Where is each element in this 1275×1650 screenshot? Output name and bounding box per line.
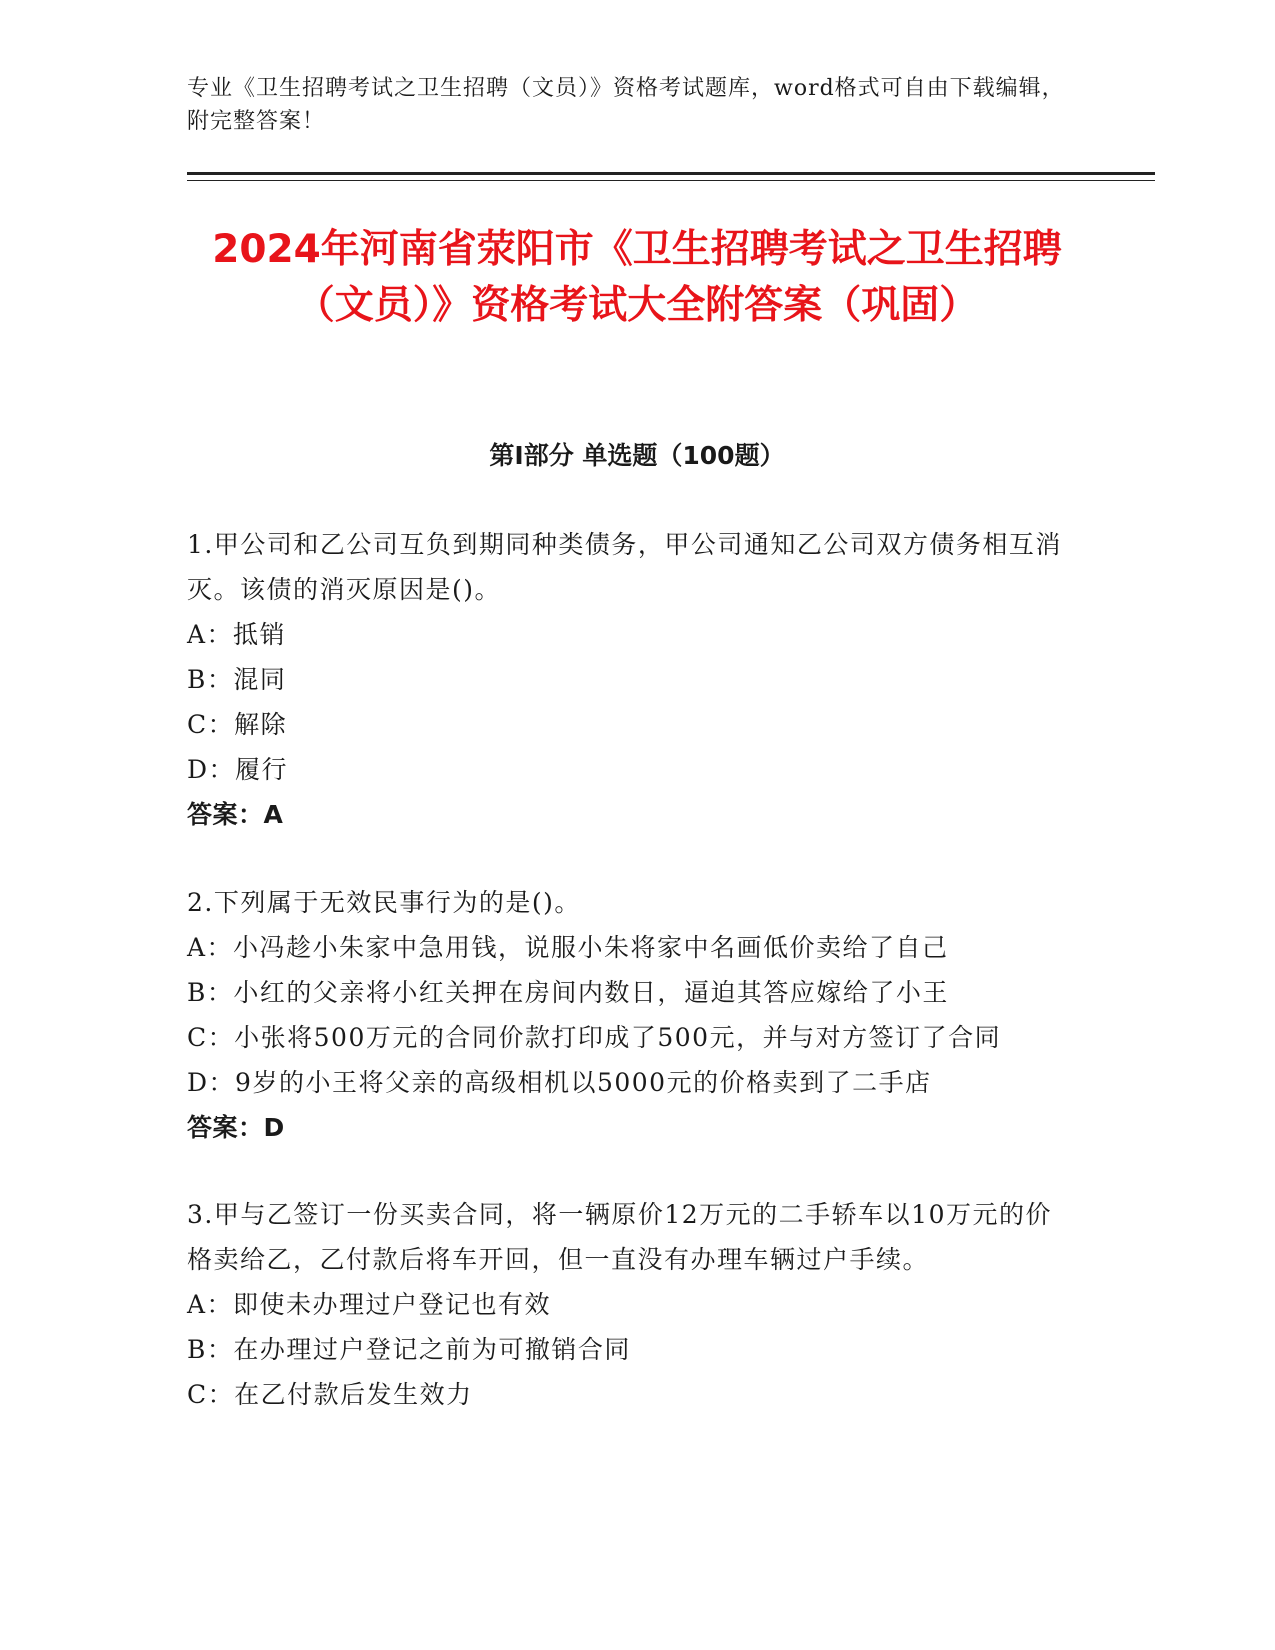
option-c: C：小张将500万元的合同价款打印成了500元，并与对方签订了合同 bbox=[187, 1023, 1002, 1052]
option-a: A：抵销 bbox=[187, 620, 287, 649]
section-heading: 第I部分 单选题（100题） bbox=[489, 441, 785, 470]
question-3 bbox=[187, 1192, 1067, 1417]
question-1 bbox=[187, 522, 1067, 837]
question-stem: 1.甲公司和乙公司互负到期同种类债务，甲公司通知乙公司双方债务相互消灭。该债的消灭原因是()。 bbox=[187, 530, 1062, 604]
header-rule-thick bbox=[187, 172, 1155, 175]
option-b: B：小红的父亲将小红关押在房间内数日，逼迫其答应嫁给了小王 bbox=[187, 978, 949, 1007]
document-title: 2024年河南省荥阳市《卫生招聘考试之卫生招聘（文员）》资格考试大全附答案（巩固） bbox=[212, 227, 1062, 328]
answer: 答案：D bbox=[187, 1113, 285, 1142]
question-stem: 2.下列属于无效民事行为的是()。 bbox=[187, 888, 581, 917]
option-c: C：在乙付款后发生效力 bbox=[187, 1380, 473, 1409]
question-stem: 3.甲与乙签订一份买卖合同，将一辆原价12万元的二手轿车以10万元的价格卖给乙，乙付款后将车开回，但一直没有办理车辆过户手续。 bbox=[187, 1200, 1052, 1274]
option-d: D：履行 bbox=[187, 755, 289, 784]
question-2 bbox=[187, 880, 1067, 1150]
header-note: 专业《卫生招聘考试之卫生招聘（文员）》资格考试题库，word格式可自由下载编辑，附完整答案！ bbox=[187, 76, 1065, 134]
header-rule-thin bbox=[187, 180, 1155, 181]
option-b: B：混同 bbox=[187, 665, 287, 694]
option-a: A：即使未办理过户登记也有效 bbox=[187, 1290, 552, 1319]
option-d: D：9岁的小王将父亲的高级相机以5000元的价格卖到了二手店 bbox=[187, 1068, 932, 1097]
answer: 答案：A bbox=[187, 800, 284, 829]
option-b: B：在办理过户登记之前为可撤销合同 bbox=[187, 1335, 631, 1364]
option-c: C：解除 bbox=[187, 710, 288, 739]
option-a: A：小冯趁小朱家中急用钱，说服小朱将家中名画低价卖给了自己 bbox=[187, 933, 949, 962]
